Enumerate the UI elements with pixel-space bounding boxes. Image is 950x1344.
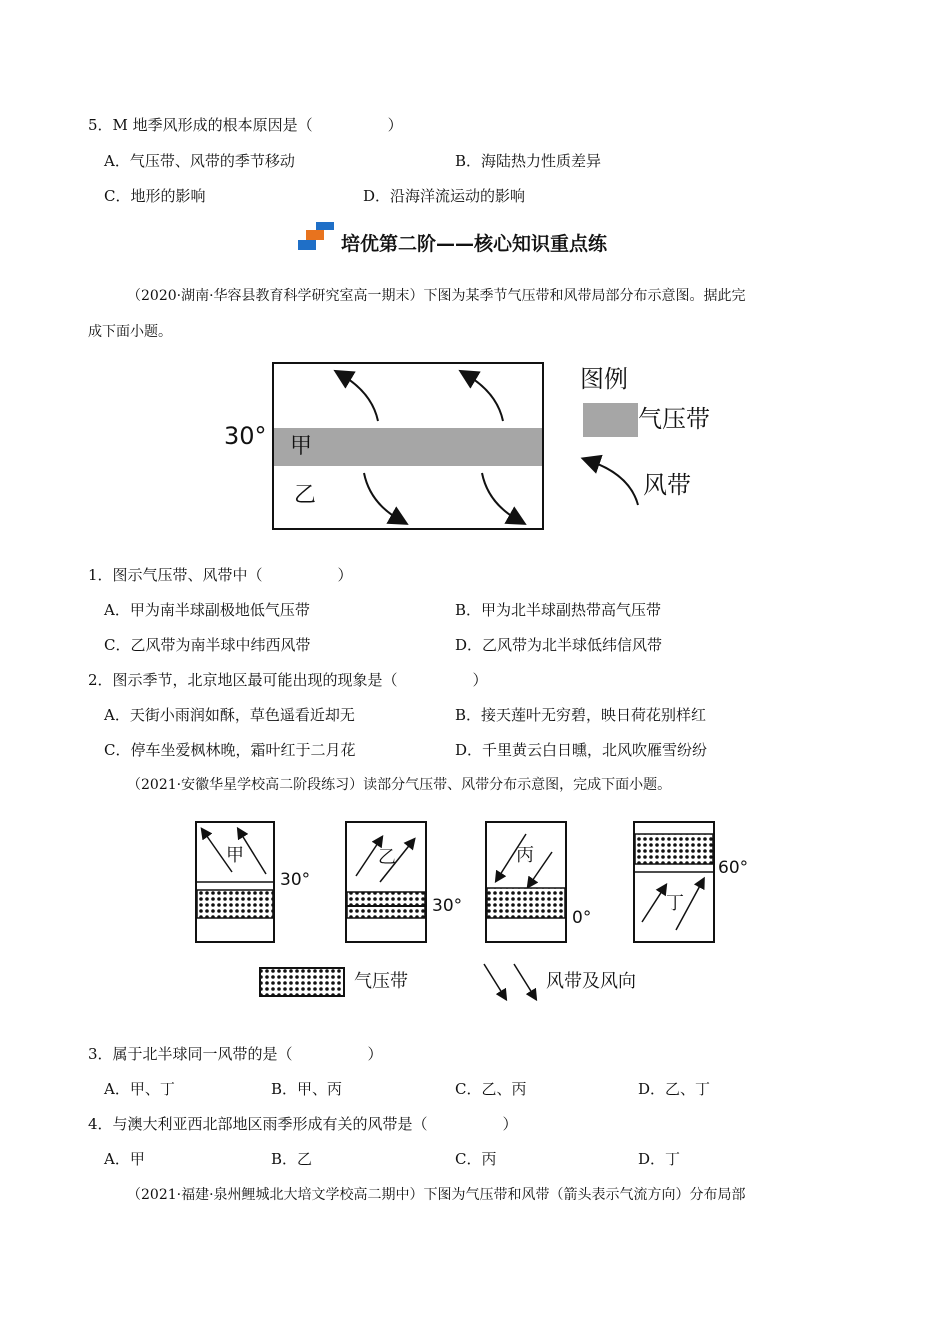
q3-option-b: B．甲、丙 <box>271 1080 343 1098</box>
intro1-line1: （2020·湖南·华容县教育科学研究室高一期末）下图为某季节气压带和风带局部分布示意图。据此完 <box>127 288 746 304</box>
section-title: 培优第二阶——核心知识重点练 <box>341 233 608 255</box>
fig1-pressure-belt <box>274 428 542 466</box>
q1-option-a: A．甲为南半球副极地低气压带 <box>104 601 310 619</box>
q3-option-c: C．乙、丙 <box>455 1080 527 1098</box>
q1-option-c: C．乙风带为南半球中纬西风带 <box>104 636 311 654</box>
fig1-lat-label: 30° <box>224 422 267 450</box>
fig2-panel-3-lat: 0° <box>572 908 592 928</box>
q5-option-b: B．海陆热力性质差异 <box>455 152 602 170</box>
q4-option-b: B．乙 <box>271 1150 313 1168</box>
q5-option-a: A．气压带、风带的季节移动 <box>104 152 295 170</box>
fig1-wind-label: 乙 <box>294 483 317 508</box>
q3-stem: 3．属于北半球同一风带的是（ ） <box>88 1045 383 1063</box>
q2-option-d: D．千里黄云白日曛，北风吹雁雪纷纷 <box>455 741 708 759</box>
q5-option-c: C．地形的影响 <box>104 187 206 205</box>
q1-option-d: D．乙风带为北半球低纬信风带 <box>455 636 663 654</box>
q4-option-c: C．丙 <box>455 1150 497 1168</box>
q4-stem: 4．与澳大利亚西北部地区雨季形成有关的风带是（ ） <box>88 1115 518 1133</box>
q2-option-c: C．停车坐爱枫林晚，霜叶红于二月花 <box>104 741 356 759</box>
figure-1 <box>220 355 740 540</box>
q5-stem: 5．M 地季风形成的根本原因是（ ） <box>88 116 403 134</box>
fig2-legend-wind-arrow <box>514 964 534 996</box>
section-icon <box>296 222 340 252</box>
fig1-legend-belt-label: 气压带 <box>638 405 710 433</box>
fig2-panel-4-lat: 60° <box>718 858 749 878</box>
fig2-panel-1-label: 甲 <box>226 845 244 866</box>
q4-option-a: A．甲 <box>104 1150 145 1168</box>
fig2-legend-wind-arrow <box>484 964 504 996</box>
fig1-legend-wind-label: 风带 <box>643 471 691 499</box>
fig2-legend-wind-label: 风带及风向 <box>546 971 636 992</box>
q3-option-d: D．乙、丁 <box>638 1080 711 1098</box>
q3-option-a: A．甲、丁 <box>104 1080 175 1098</box>
q1-stem: 1．图示气压带、风带中（ ） <box>88 566 353 584</box>
intro1-line2: 成下面小题。 <box>88 324 172 340</box>
fig2-legend-belt-label: 气压带 <box>354 971 408 992</box>
fig2-legend-belt-swatch <box>260 968 344 996</box>
q2-option-a: A．天街小雨润如酥，草色遥看近却无 <box>104 706 355 724</box>
fig2-panel-2-lat: 30° <box>432 896 463 916</box>
fig2-panel-3 <box>486 822 566 942</box>
fig2-panel-2 <box>346 822 426 942</box>
fig1-belt-label: 甲 <box>290 434 313 459</box>
fig2-panel-2-label: 乙 <box>378 847 396 868</box>
fig1-legend-belt-swatch <box>583 403 638 437</box>
intro3: （2021·福建·泉州鲤城北大培文学校高二期中）下图为气压带和风带（箭头表示气流方向）分布局部 <box>127 1187 746 1203</box>
figure-2 <box>180 812 780 1012</box>
fig2-panel-4-label: 丁 <box>666 893 684 914</box>
q5-option-d: D．沿海洋流运动的影响 <box>363 187 526 205</box>
q2-stem: 2．图示季节，北京地区最可能出现的现象是（ ） <box>88 671 488 689</box>
q1-option-b: B．甲为北半球副热带高气压带 <box>455 601 662 619</box>
fig2-panel-1-lat: 30° <box>280 870 311 890</box>
intro2: （2021·安徽华星学校高二阶段练习）读部分气压带、风带分布示意图，完成下面小题。 <box>127 777 672 793</box>
fig1-legend-title: 图例 <box>580 365 628 393</box>
q4-option-d: D．丁 <box>638 1150 681 1168</box>
fig2-panel-3-label: 丙 <box>516 845 534 866</box>
fig1-legend-wind-arrow <box>590 461 638 505</box>
q2-option-b: B．接天莲叶无穷碧，映日荷花别样红 <box>455 706 707 724</box>
